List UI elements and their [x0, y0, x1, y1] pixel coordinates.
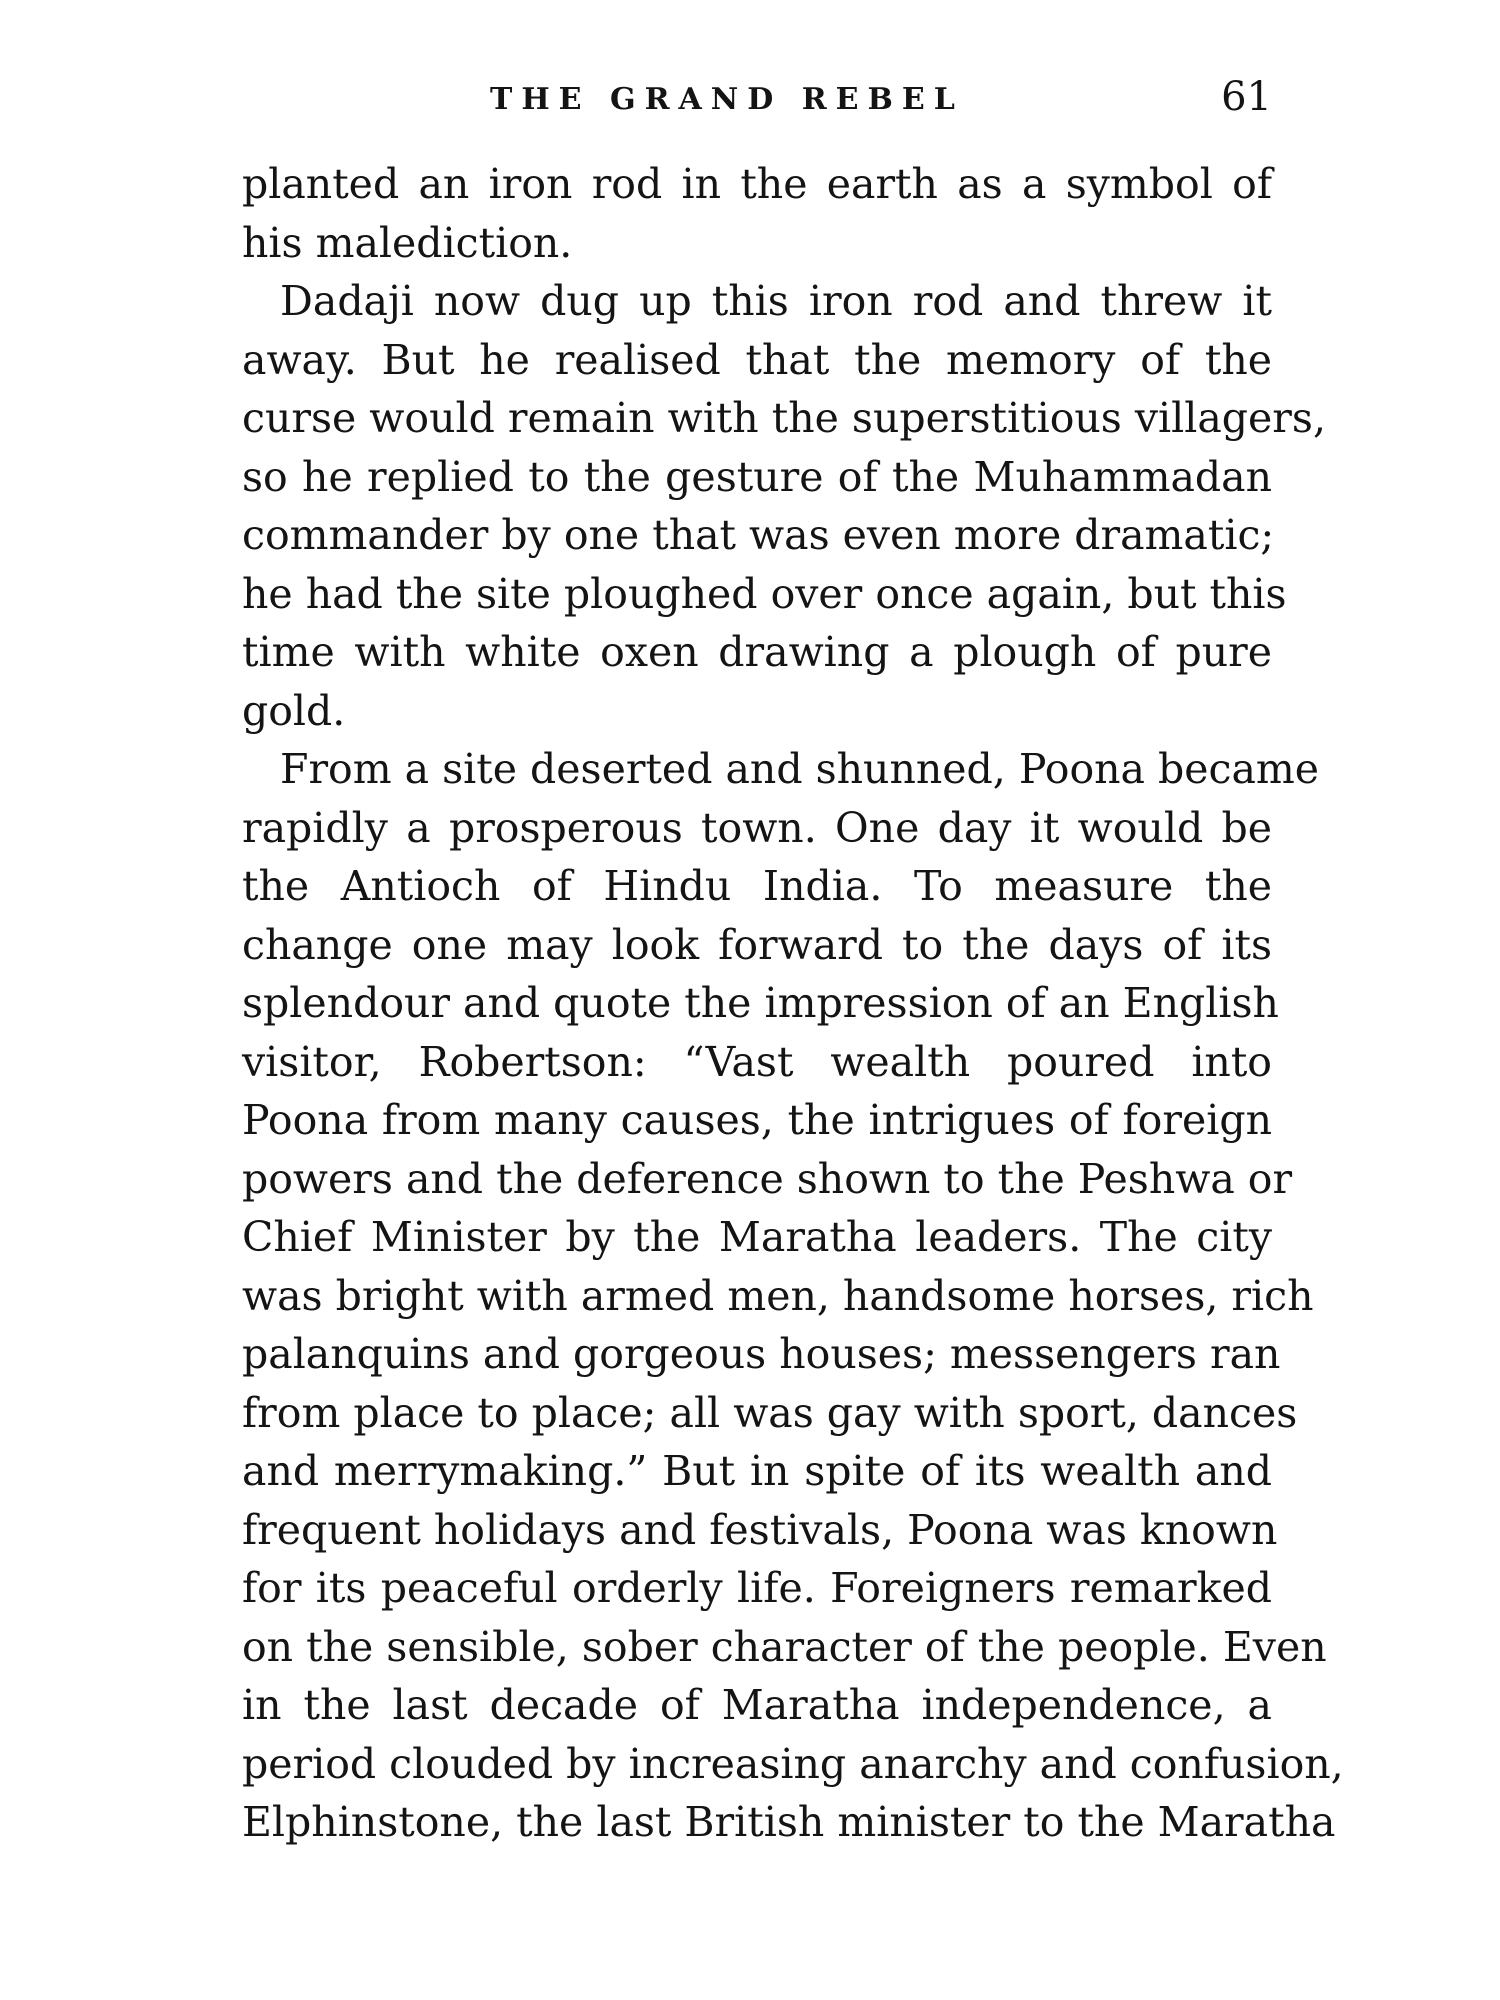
text-line: curse would remain with the superstitious villagers,	[242, 394, 1326, 442]
text-line: so he replied to the gesture of the Muhammadan	[242, 452, 1272, 501]
text-line: change one may look forward to the days of its	[242, 920, 1272, 969]
running-head	[240, 72, 1272, 132]
text-line: gold.	[242, 686, 346, 735]
text-line: rapidly a prosperous town. One day it would be	[242, 803, 1272, 852]
running-title: THE GRAND REBEL	[490, 82, 964, 117]
text-line: and merrymaking.” But in spite of its wealth and	[242, 1447, 1272, 1495]
text-line: for its peaceful orderly life. Foreigners remarked	[242, 1564, 1272, 1612]
text-line: powers and the deference shown to the Peshwa or	[242, 1154, 1293, 1203]
text-line: his malediction.	[242, 218, 573, 267]
text-line: Dadaji now dug up this iron rod and threw it	[280, 277, 1272, 325]
text-line: planted an iron rod in the earth as a symbol of	[242, 160, 1272, 208]
text-line: palanquins and gorgeous houses; messengers ran	[242, 1330, 1281, 1378]
text-line: the Antioch of Hindu India. To measure the	[242, 862, 1272, 910]
text-line: Chief Minister by the Maratha leaders. The city	[242, 1213, 1272, 1261]
text-line: visitor, Robertson: “Vast wealth poured into	[242, 1037, 1272, 1086]
text-line: on the sensible, sober character of the people. Even	[242, 1622, 1327, 1671]
text-line: From a site deserted and shunned, Poona became	[280, 745, 1320, 793]
text-line: Elphinstone, the last British minister to the Maratha	[242, 1798, 1336, 1846]
text-line: Poona from many causes, the intrigues of foreign	[242, 1096, 1272, 1144]
text-line: time with white oxen drawing a plough of pure	[242, 628, 1272, 676]
text-line: period clouded by increasing anarchy and confusion,	[242, 1739, 1344, 1788]
text-line: commander by one that was even more dramatic;	[242, 511, 1275, 559]
text-line: he had the site ploughed over once again, but this	[242, 569, 1287, 618]
text-line: splendour and quote the impression of an English	[242, 979, 1279, 1027]
body-text	[242, 155, 1344, 1852]
page-number: 61	[1221, 74, 1272, 120]
text-line: in the last decade of Maratha independence, a	[242, 1681, 1272, 1729]
text-line: was bright with armed men, handsome horses, rich	[242, 1271, 1314, 1320]
text-line: away. But he realised that the memory of the	[242, 335, 1272, 384]
text-line: frequent holidays and festivals, Poona was known	[242, 1505, 1278, 1554]
text-line: from place to place; all was gay with sport, dances	[242, 1388, 1298, 1437]
